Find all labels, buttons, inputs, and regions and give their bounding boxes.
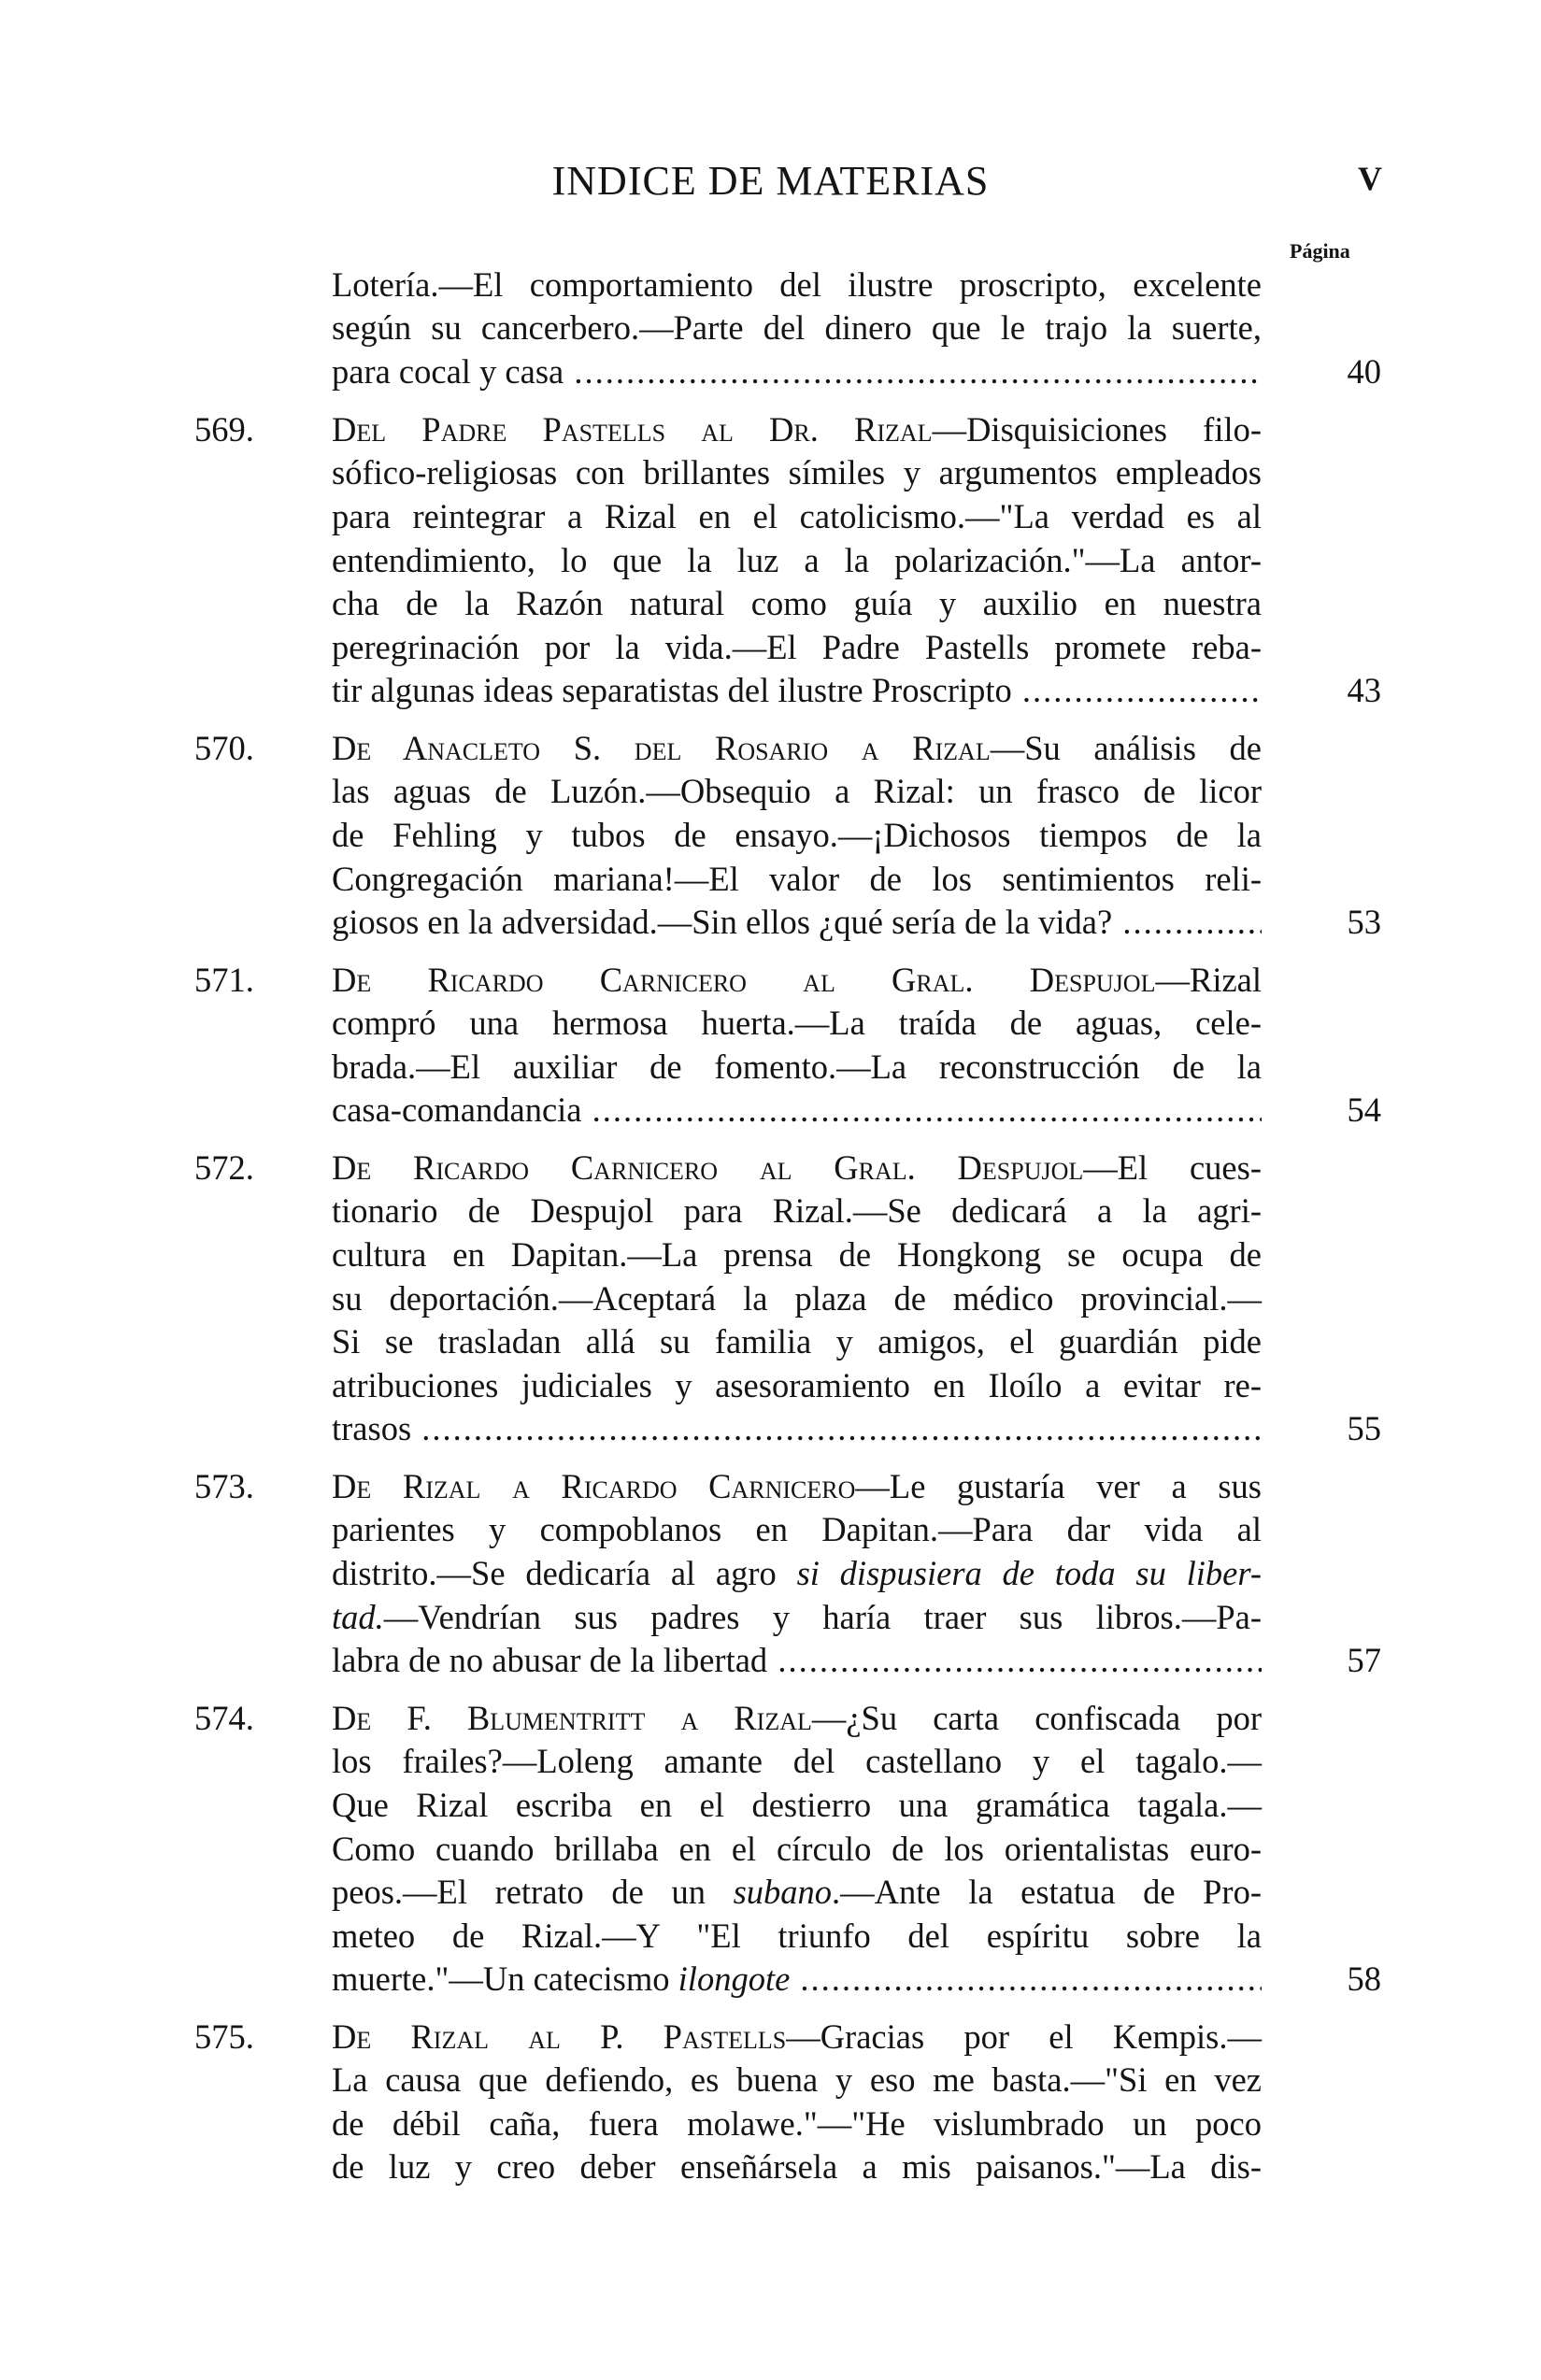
entry-page-number: 55 [1347, 1409, 1381, 1447]
entry-line: giosos en la adversidad.—Sin ellos ¿qué sería de la vida? ..... [332, 901, 1262, 944]
entry-line: de Fehling y tubos de ensayo.—¡Dichosos tiempos de la [332, 816, 1262, 854]
entry-line: cha de la Razón natural como guía y auxilio en nuestra [332, 584, 1262, 622]
entry-line: casa-comandancia ..... [332, 1089, 1262, 1132]
entry-line: para reintegrar a Rizal en el catolicismo.—"La verdad es al [332, 497, 1262, 535]
page-title: INDICE DE MATERIAS [551, 158, 990, 204]
entry-line: de luz y creo deber enseñársela a mis paisanos."—La dis- [332, 2147, 1262, 2186]
entry-line: De Ricardo Carnicero al Gral. Despujol—El cues- [332, 1148, 1262, 1187]
entry-number: 575. [194, 2017, 254, 2056]
entry-line: peos.—El retrato de un subano.—Ante la estatua de Pro- [332, 1873, 1262, 1911]
entry-number: 571. [194, 961, 254, 999]
entry-line: los frailes?—Loleng amante del castellano y el tagalo.— [332, 1742, 1262, 1780]
entry-line: de débil caña, fuera molawe."—"He vislumbrado un poco [332, 2104, 1262, 2143]
entry-line: De Rizal a Ricardo Carnicero—Le gustaría ver a sus [332, 1467, 1262, 1505]
entry-line: distrito.—Se dedicaría al agro si dispusiera de toda su liber- [332, 1554, 1262, 1592]
entry-heading: De Ricardo Carnicero al Gral. Despujol [332, 1148, 1084, 1187]
pagina-column-label: Página [1290, 239, 1350, 263]
entry-line: labra de no abusar de la libertad ..... [332, 1639, 1262, 1682]
entry-line: De Rizal al P. Pastells—Gracias por el Kempis.— [332, 2017, 1262, 2056]
entry-heading: De Anacleto S. del Rosario a Rizal [332, 729, 991, 767]
entry-line: De F. Blumentritt a Rizal—¿Su carta confiscada por [332, 1699, 1262, 1737]
entry-line: Si se trasladan allá su familia y amigos, el guardián pide [332, 1322, 1262, 1361]
entry-line: tir algunas ideas separatistas del ilustre Proscripto ..... [332, 669, 1262, 712]
entry-number: 569. [194, 410, 254, 449]
entry-line: entendimiento, lo que la luz a la polarización."—La antor- [332, 541, 1262, 579]
entry-line: Congregación mariana!—El valor de los sentimientos reli- [332, 860, 1262, 898]
entry-line: Como cuando brillaba en el círculo de los orientalistas euro- [332, 1830, 1262, 1868]
entry-line: Que Rizal escriba en el destierro una gramática tagala.— [332, 1786, 1262, 1824]
entry-number: 573. [194, 1467, 254, 1505]
entry-number: 570. [194, 729, 254, 767]
page-numeral: V [1358, 160, 1382, 197]
entry-page-number: 54 [1347, 1090, 1381, 1129]
entry-heading: De F. Blumentritt a Rizal [332, 1699, 812, 1737]
entry-line: compró una hermosa huerta.—La traída de aguas, cele- [332, 1004, 1262, 1042]
entry-line: para cocal y casa ..... [332, 350, 1262, 393]
entry-line: brada.—El auxiliar de fomento.—La reconstrucción de la [332, 1047, 1262, 1086]
entry-line: peregrinación por la vida.—El Padre Pastells promete reba- [332, 628, 1262, 666]
entry-line: La causa que defiendo, es buena y eso me basta.—"Si en vez [332, 2060, 1262, 2099]
entry-page-number: 58 [1347, 1960, 1381, 1998]
entry-line: trasos ..... [332, 1407, 1262, 1450]
entry-line: tionario de Despujol para Rizal.—Se dedicará a la agri- [332, 1191, 1262, 1230]
entry-number: 572. [194, 1148, 254, 1187]
entry-page-number: 40 [1347, 352, 1381, 391]
entry-page-number: 53 [1347, 903, 1381, 941]
entry-line: De Anacleto S. del Rosario a Rizal—Su análisis de [332, 729, 1262, 767]
entry-page-number: 43 [1347, 671, 1381, 709]
entry-heading: De Ricardo Carnicero al Gral. Despujol [332, 961, 1156, 999]
entry-number: 574. [194, 1699, 254, 1737]
entry-line: cultura en Dapitan.—La prensa de Hongkong se ocupa de [332, 1235, 1262, 1274]
entry-heading: Del Padre Pastells al Dr. Rizal [332, 410, 933, 449]
entry-line: Del Padre Pastells al Dr. Rizal—Disquisiciones filo- [332, 410, 1263, 449]
entry-line: las aguas de Luzón.—Obsequio a Rizal: un frasco de licor [332, 772, 1262, 810]
entry-line: muerte."—Un catecismo ilongote ..... [332, 1958, 1262, 2001]
entry-line: según su cancerbero.—Parte del dinero que le trajo la suerte, [332, 308, 1262, 347]
entry-line: De Ricardo Carnicero al Gral. Despujol—Rizal [332, 961, 1262, 999]
entry-heading: De Rizal a Ricardo Carnicero [332, 1467, 856, 1505]
entry-heading: De Rizal al P. Pastells [332, 2017, 787, 2056]
entry-line: tad.—Vendrían sus padres y haría traer sus libros.—Pa- [332, 1598, 1262, 1636]
entry-line: su deportación.—Aceptará la plaza de médico provincial.— [332, 1279, 1262, 1318]
entry-line: atribuciones judiciales y asesoramiento en Iloílo a evitar re- [332, 1366, 1262, 1404]
entry-line: meteo de Rizal.—Y "El triunfo del espíritu sobre la [332, 1917, 1262, 1955]
entry-line: sófico-religiosas con brillantes símiles y argumentos empleados [332, 453, 1262, 492]
entry-line: parientes y compoblanos en Dapitan.—Para dar vida al [332, 1510, 1262, 1548]
entry-line: Lotería.—El comportamiento del ilustre proscripto, excelente [332, 265, 1262, 304]
entry-page-number: 57 [1347, 1641, 1381, 1679]
